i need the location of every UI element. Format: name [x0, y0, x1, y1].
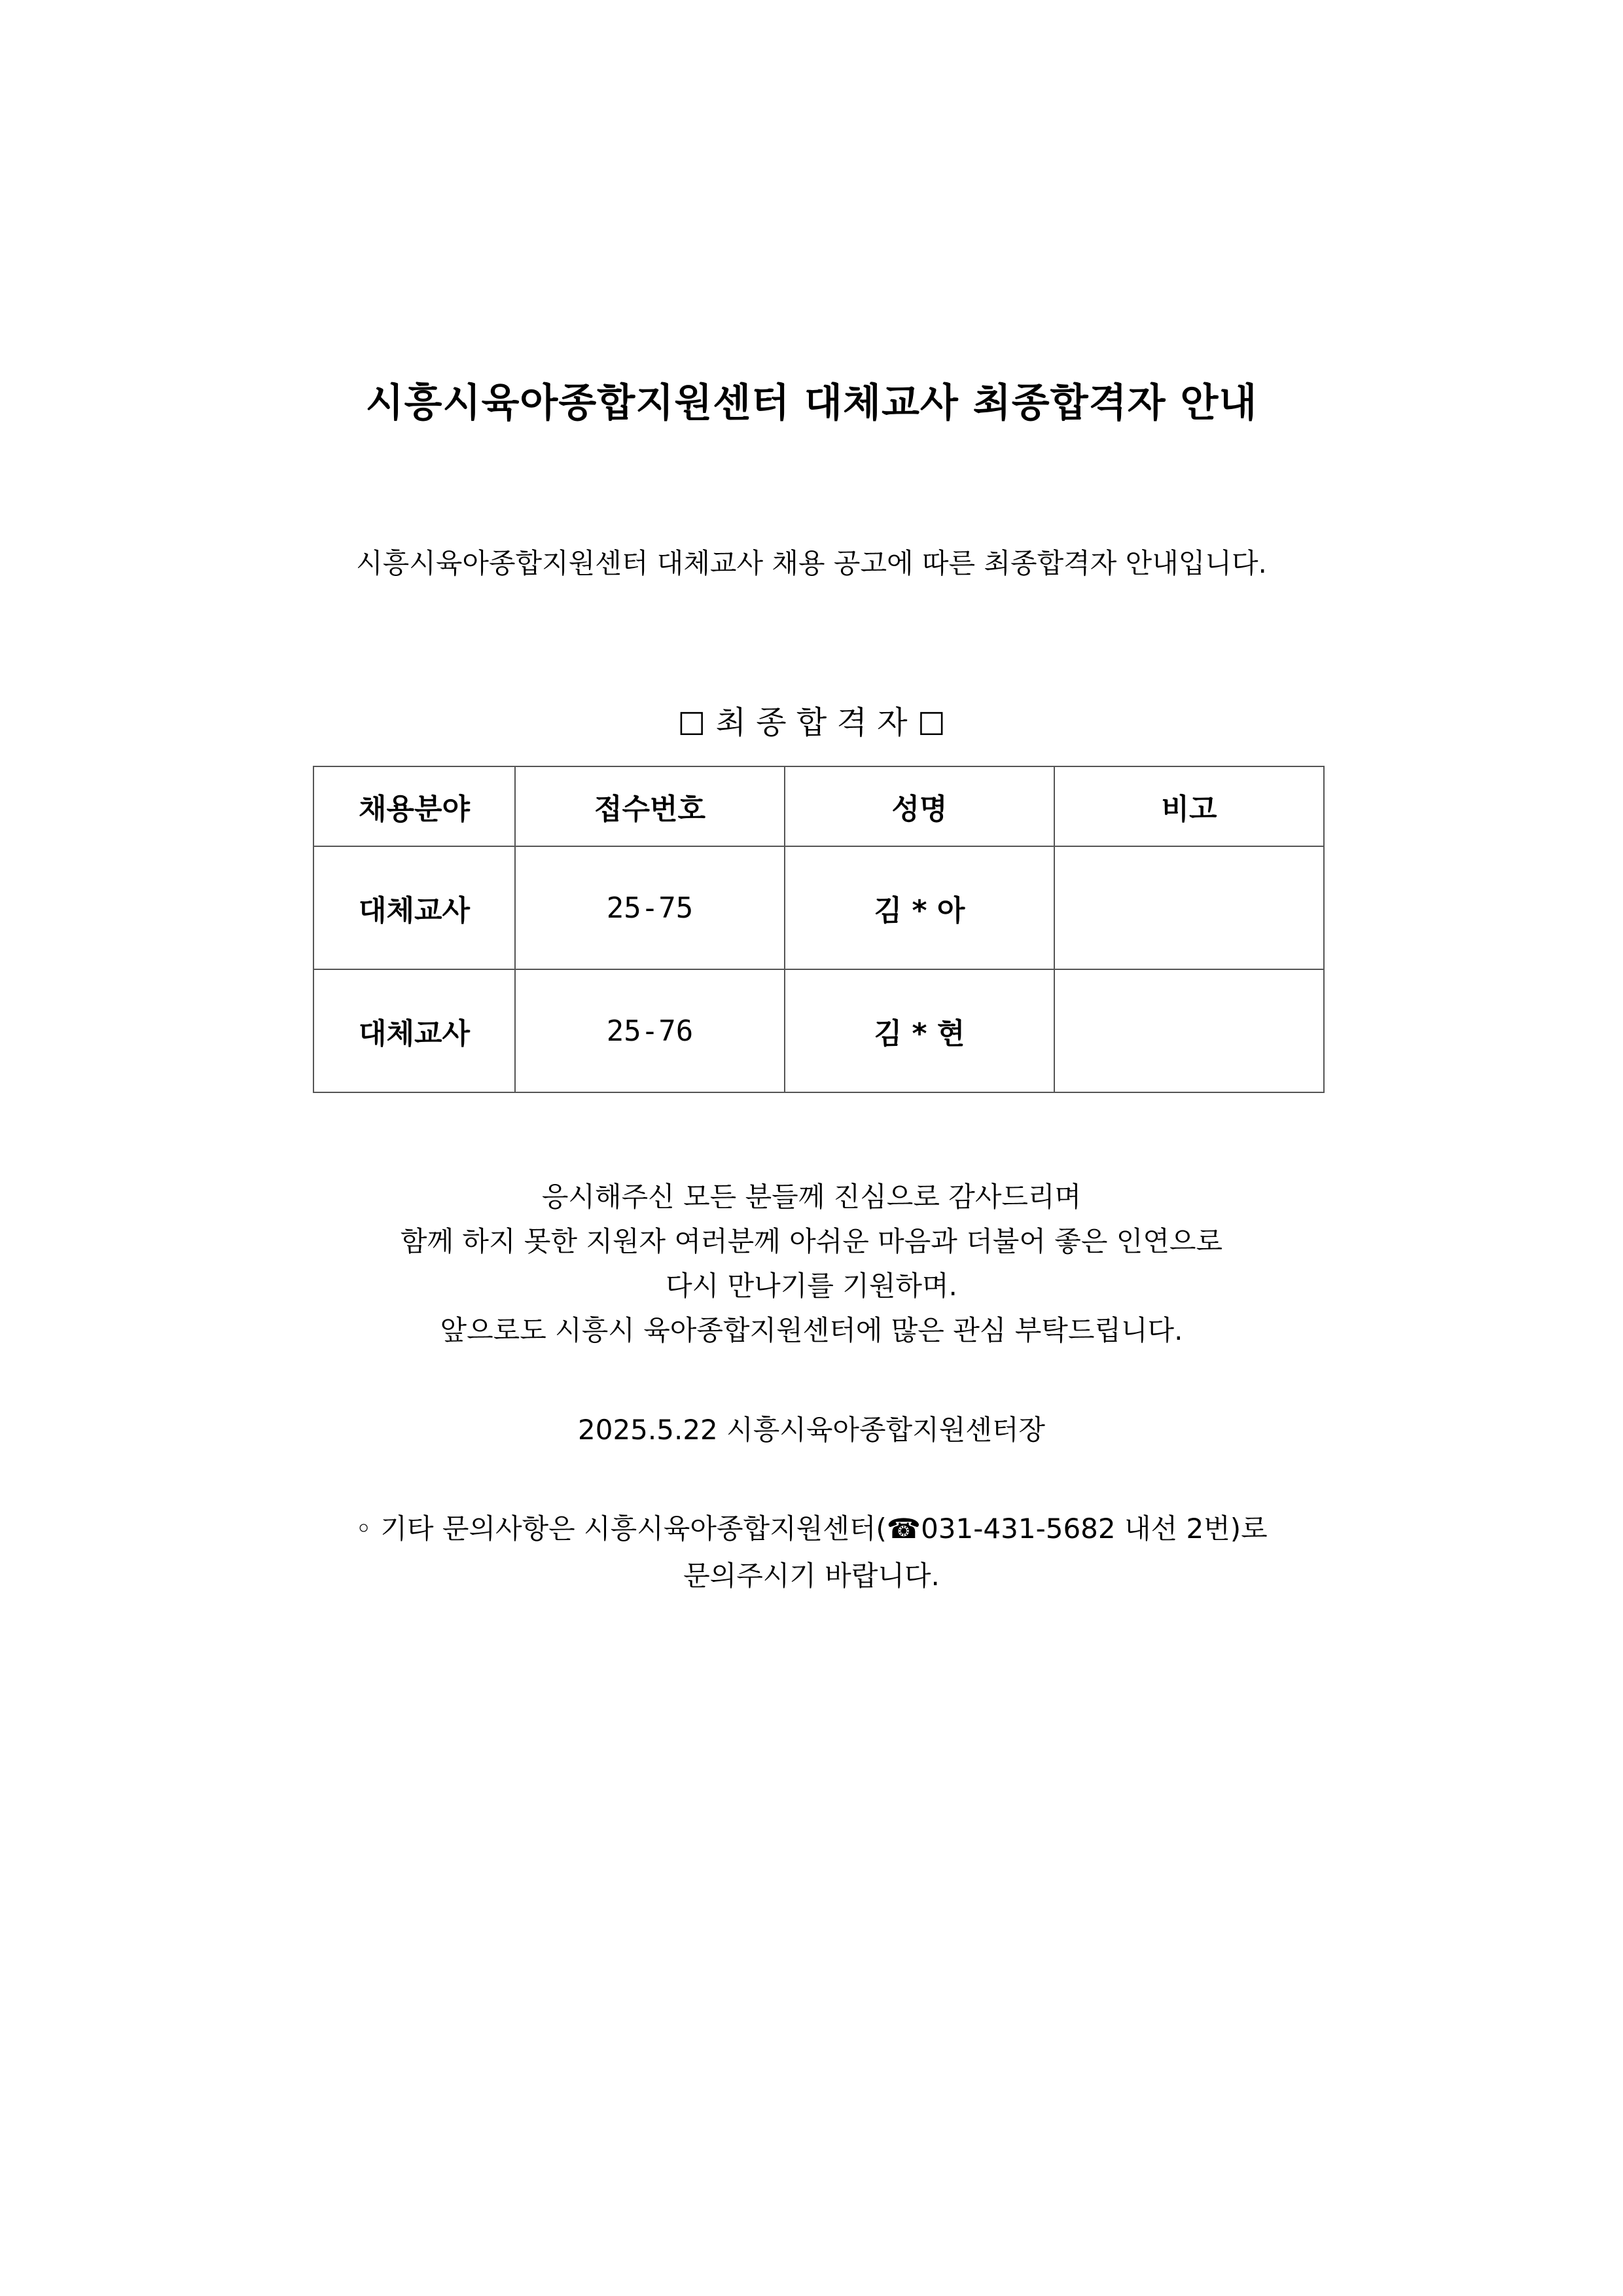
table-row	[313, 969, 1324, 1092]
header-remarks: 비고	[1054, 766, 1324, 846]
intro-paragraph: 시흥시육아종합지원센터 대체교사 채용 공고에 따른 최종합격자 안내입니다.	[356, 547, 1267, 579]
checkbox-left-icon: ☐	[677, 706, 706, 743]
closing-line: 다시 만나기를 기원하며.	[666, 1270, 957, 1302]
cell-remarks	[1054, 969, 1324, 1092]
final-candidates-table	[313, 766, 1325, 1093]
section-heading-text: 최 종 합 격 자	[715, 704, 908, 741]
contact-line: 문의주시기 바랍니다.	[683, 1560, 940, 1592]
contact-note	[0, 1505, 1623, 1600]
closing-message	[0, 1175, 1623, 1353]
header-field: 채용분야	[313, 766, 515, 846]
cell-name: 김 * 현	[785, 969, 1054, 1092]
header-name: 성명	[785, 766, 1054, 846]
document-title: 시흥시육아종합지원센터 대체교사 최종합격자 안내	[365, 380, 1258, 426]
header-application-number: 접수번호	[515, 766, 785, 846]
cell-field: 대체교사	[313, 969, 515, 1092]
contact-line: ◦ 기타 문의사항은 시흥시육아종합지원센터(☎031-431-5682 내선 2번)로	[355, 1513, 1268, 1545]
section-heading	[0, 697, 1623, 743]
closing-line: 앞으로도 시흥시 육아종합지원센터에 많은 관심 부탁드립니다.	[440, 1314, 1183, 1346]
table-row	[313, 846, 1324, 969]
checkbox-right-icon: ☐	[917, 706, 946, 743]
cell-application-number: 25-75	[515, 846, 785, 969]
cell-remarks	[1054, 846, 1324, 969]
date-signature: 2025.5.22 시흥시육아종합지원센터장	[578, 1414, 1045, 1446]
closing-line: 응시해주신 모든 분들께 진심으로 감사드리며	[541, 1181, 1082, 1213]
table-header-row	[313, 766, 1324, 846]
closing-line: 함께 하지 못한 지원자 여러분께 아쉬운 마음과 더불어 좋은 인연으로	[400, 1225, 1223, 1257]
cell-application-number: 25-76	[515, 969, 785, 1092]
cell-name: 김 * 아	[785, 846, 1054, 969]
cell-field: 대체교사	[313, 846, 515, 969]
